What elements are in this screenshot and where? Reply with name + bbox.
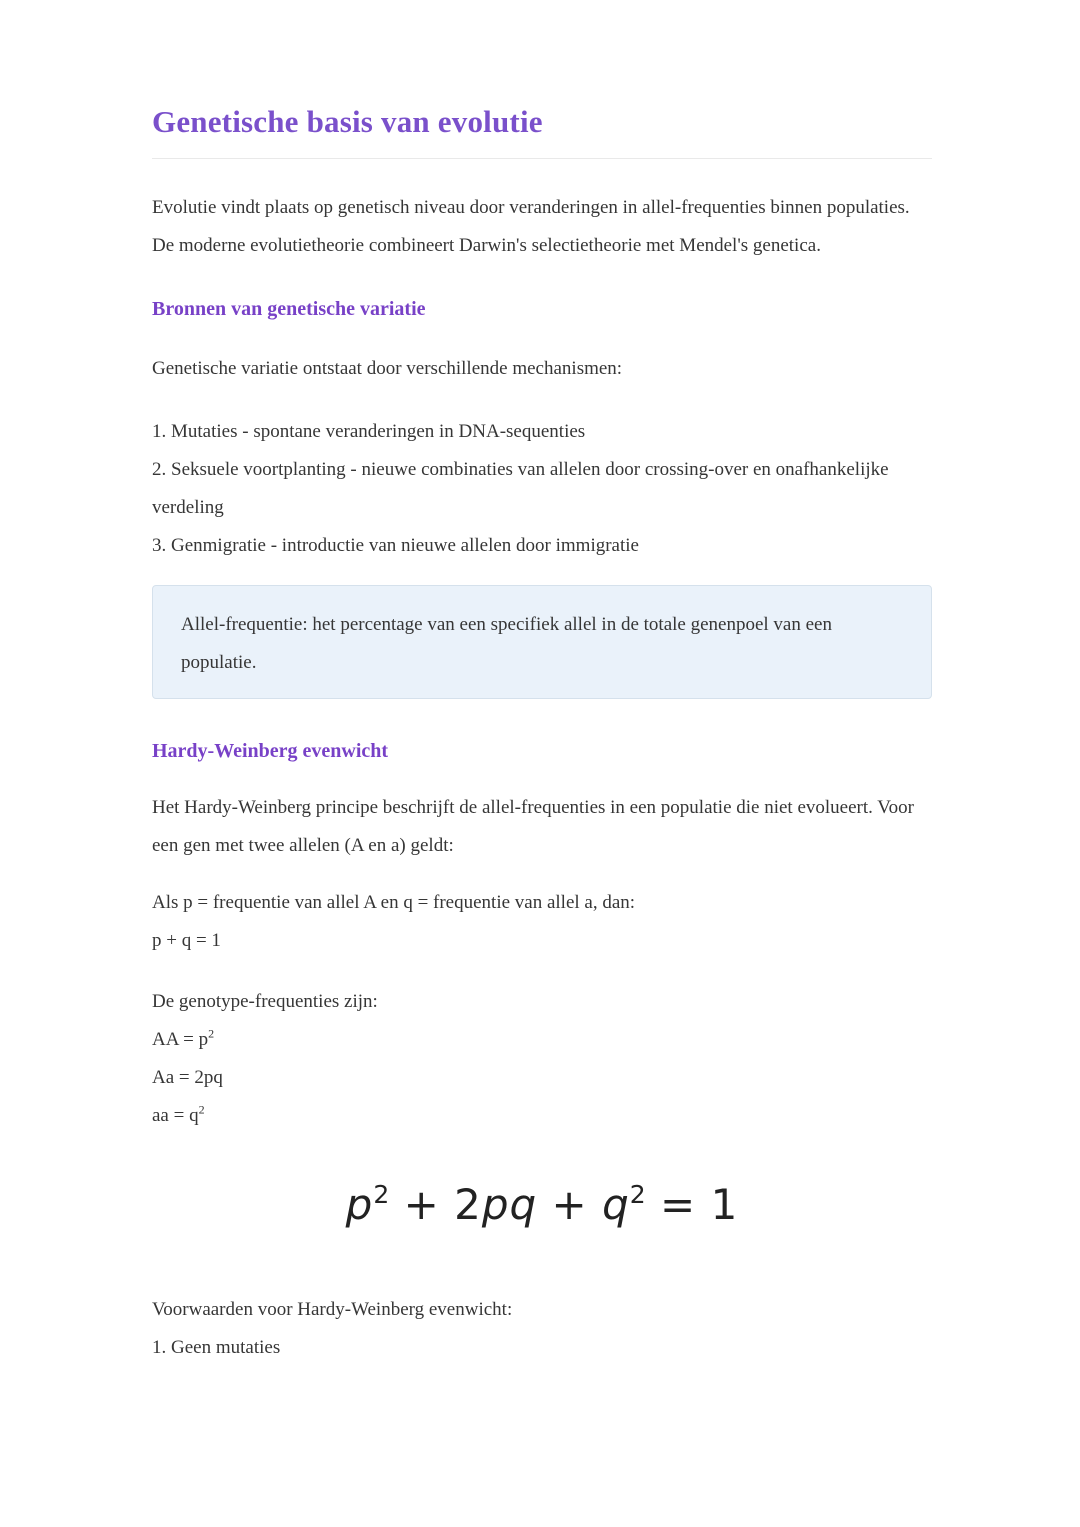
- formula-p: p: [345, 1180, 374, 1229]
- genotype-AA-base: AA = p: [152, 1029, 209, 1050]
- callout-text: Allel-frequentie: het percentage van een specifiek allel in de totale genenpoel van een populatie.: [181, 614, 832, 673]
- hardy-lead: Het Hardy-Weinberg principe beschrijft de allel-frequenties in een populatie die niet evolueert. Voor een gen met twee allelen (A en a) geldt:: [152, 797, 914, 856]
- genotype-lead: De genotype-frequenties zijn:: [152, 991, 378, 1012]
- genotype-aa-line: [152, 1097, 932, 1135]
- genotype-AA-exponent: 2: [208, 1026, 215, 1041]
- intro-paragraph: Evolutie vindt plaats op genetisch niveau door veranderingen in allel-frequenties binnen populaties. De moderne evolutietheorie combineert Darwin's selectietheorie met Mendel's genetica.: [152, 197, 910, 256]
- genotype-AA-line: [152, 1021, 932, 1059]
- formula-pq: pq: [481, 1180, 538, 1229]
- definition-callout: [152, 585, 932, 699]
- voorwaarden-item-1: 1. Geen mutaties: [152, 1337, 281, 1358]
- genotype-aa-exponent: 2: [198, 1102, 205, 1117]
- formula-q-exponent: 2: [629, 1180, 646, 1209]
- genotype-Aa-line: Aa = 2pq: [152, 1067, 223, 1088]
- mechanisms-list: [152, 413, 932, 565]
- list-item-voortplanting: 2. Seksuele voortplanting - nieuwe combinaties van allelen door crossing-over en onafhankelijke verdeling: [152, 459, 889, 518]
- als-line: Als p = frequentie van allel A en q = frequentie van allel a, dan:: [152, 892, 636, 913]
- voorwaarden-lead: Voorwaarden voor Hardy-Weinberg evenwicht:: [152, 1299, 513, 1320]
- voorwaarden-block: [152, 1291, 932, 1367]
- allel-frequentie-block: [152, 884, 932, 960]
- formula-equals-1: = 1: [645, 1180, 739, 1229]
- formula-plus-2: + 2: [389, 1180, 482, 1229]
- list-item-genmigratie: 3. Genmigratie - introductie van nieuwe allelen door immigratie: [152, 535, 639, 556]
- hardy-weinberg-formula: [152, 1165, 932, 1245]
- p-plus-q-line: p + q = 1: [152, 930, 221, 951]
- genotype-frequenties-block: [152, 983, 932, 1135]
- document-page: [152, 0, 932, 1367]
- formula-plus: +: [537, 1180, 603, 1229]
- formula-p-exponent: 2: [373, 1180, 390, 1209]
- section-heading-hardy-weinberg: Hardy-Weinberg evenwicht: [152, 740, 389, 762]
- list-item-mutaties: 1. Mutaties - spontane veranderingen in DNA-sequenties: [152, 421, 586, 442]
- title-divider: [152, 158, 932, 159]
- variatie-lead: Genetische variatie ontstaat door verschillende mechanismen:: [152, 358, 623, 379]
- formula-q: q: [602, 1180, 630, 1229]
- genotype-aa-base: aa = q: [152, 1105, 199, 1126]
- section-heading-variatie: Bronnen van genetische variatie: [152, 298, 426, 320]
- page-title: Genetische basis van evolutie: [152, 104, 543, 139]
